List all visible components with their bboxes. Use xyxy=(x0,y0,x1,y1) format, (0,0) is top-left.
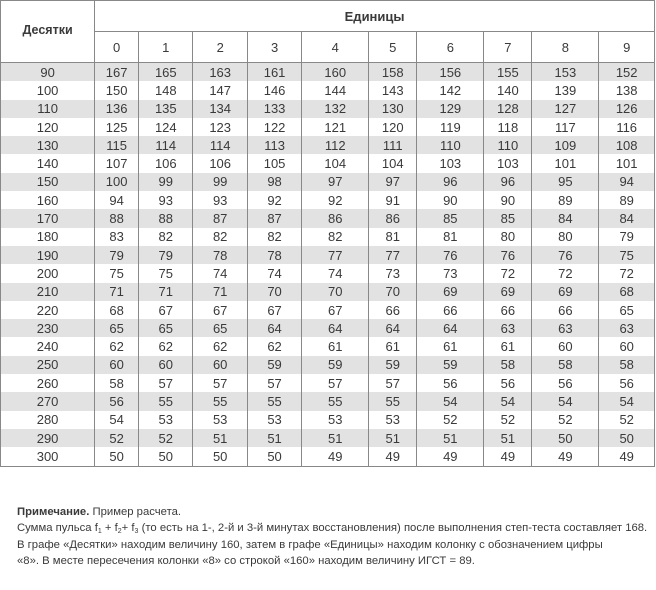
value-cell: 99 xyxy=(193,173,247,191)
value-cell: 114 xyxy=(193,136,247,154)
value-cell: 55 xyxy=(369,392,417,410)
value-cell: 106 xyxy=(139,154,193,172)
value-cell: 51 xyxy=(302,429,369,447)
value-cell: 104 xyxy=(302,154,369,172)
units-header: Единицы xyxy=(95,1,655,32)
value-cell: 130 xyxy=(369,100,417,118)
value-cell: 111 xyxy=(369,136,417,154)
value-cell: 94 xyxy=(95,191,139,209)
tens-cell: 210 xyxy=(1,283,95,301)
value-cell: 69 xyxy=(417,283,484,301)
value-cell: 124 xyxy=(139,118,193,136)
value-cell: 150 xyxy=(95,81,139,99)
value-cell: 68 xyxy=(95,301,139,319)
value-cell: 73 xyxy=(369,264,417,282)
value-cell: 50 xyxy=(139,447,193,466)
value-cell: 57 xyxy=(369,374,417,392)
tens-cell: 300 xyxy=(1,447,95,466)
value-cell: 160 xyxy=(302,63,369,82)
value-cell: 49 xyxy=(302,447,369,466)
value-cell: 55 xyxy=(302,392,369,410)
note-line-2 xyxy=(17,520,647,536)
value-cell: 70 xyxy=(302,283,369,301)
value-cell: 77 xyxy=(302,246,369,264)
value-cell: 108 xyxy=(599,136,655,154)
value-cell: 112 xyxy=(302,136,369,154)
value-cell: 88 xyxy=(95,209,139,227)
value-cell: 67 xyxy=(139,301,193,319)
value-cell: 109 xyxy=(532,136,599,154)
value-cell: 114 xyxy=(139,136,193,154)
value-cell: 82 xyxy=(302,228,369,246)
value-cell: 51 xyxy=(369,429,417,447)
value-cell: 50 xyxy=(532,429,599,447)
tens-cell: 220 xyxy=(1,301,95,319)
value-cell: 53 xyxy=(302,411,369,429)
value-cell: 66 xyxy=(417,301,484,319)
table-row xyxy=(1,374,655,392)
value-cell: 54 xyxy=(95,411,139,429)
value-cell: 127 xyxy=(532,100,599,118)
table-row xyxy=(1,337,655,355)
value-cell: 57 xyxy=(302,374,369,392)
tens-cell: 260 xyxy=(1,374,95,392)
value-cell: 65 xyxy=(599,301,655,319)
value-cell: 74 xyxy=(302,264,369,282)
value-cell: 92 xyxy=(302,191,369,209)
value-cell: 98 xyxy=(247,173,301,191)
value-cell: 123 xyxy=(193,118,247,136)
value-cell: 70 xyxy=(247,283,301,301)
digit-header: 1 xyxy=(139,32,193,63)
value-cell: 79 xyxy=(95,246,139,264)
value-cell: 70 xyxy=(369,283,417,301)
value-cell: 61 xyxy=(417,337,484,355)
tens-cell: 250 xyxy=(1,356,95,374)
value-cell: 49 xyxy=(484,447,532,466)
value-cell: 59 xyxy=(247,356,301,374)
value-cell: 84 xyxy=(532,209,599,227)
note-title: Примечание. xyxy=(17,506,90,518)
value-cell: 82 xyxy=(193,228,247,246)
digit-header: 6 xyxy=(417,32,484,63)
value-cell: 63 xyxy=(599,319,655,337)
value-cell: 155 xyxy=(484,63,532,82)
value-cell: 75 xyxy=(599,246,655,264)
value-cell: 135 xyxy=(139,100,193,118)
value-cell: 91 xyxy=(369,191,417,209)
tens-cell: 170 xyxy=(1,209,95,227)
value-cell: 49 xyxy=(599,447,655,466)
value-cell: 59 xyxy=(302,356,369,374)
table-row xyxy=(1,136,655,154)
value-cell: 143 xyxy=(369,81,417,99)
value-cell: 122 xyxy=(247,118,301,136)
value-cell: 63 xyxy=(484,319,532,337)
value-cell: 80 xyxy=(532,228,599,246)
value-cell: 134 xyxy=(193,100,247,118)
value-cell: 56 xyxy=(484,374,532,392)
tens-cell: 290 xyxy=(1,429,95,447)
value-cell: 99 xyxy=(139,173,193,191)
value-cell: 57 xyxy=(139,374,193,392)
value-cell: 75 xyxy=(139,264,193,282)
tens-cell: 150 xyxy=(1,173,95,191)
value-cell: 97 xyxy=(302,173,369,191)
tens-header: Десятки xyxy=(1,1,95,63)
subscript: 2 xyxy=(117,528,122,536)
value-cell: 62 xyxy=(193,337,247,355)
value-cell: 85 xyxy=(484,209,532,227)
value-cell: 54 xyxy=(417,392,484,410)
value-cell: 85 xyxy=(417,209,484,227)
value-cell: 81 xyxy=(369,228,417,246)
value-cell: 88 xyxy=(139,209,193,227)
note-line-4: «8». В месте пересечения колонки «8» со строкой «160» находим величину ИГСТ = 89. xyxy=(17,554,475,567)
value-cell: 54 xyxy=(532,392,599,410)
digit-header: 7 xyxy=(484,32,532,63)
value-cell: 163 xyxy=(193,63,247,82)
value-cell: 72 xyxy=(599,264,655,282)
value-cell: 87 xyxy=(247,209,301,227)
value-cell: 148 xyxy=(139,81,193,99)
tens-cell: 130 xyxy=(1,136,95,154)
value-cell: 125 xyxy=(95,118,139,136)
table-row xyxy=(1,118,655,136)
value-cell: 78 xyxy=(247,246,301,264)
value-cell: 62 xyxy=(247,337,301,355)
value-cell: 49 xyxy=(532,447,599,466)
value-cell: 61 xyxy=(369,337,417,355)
value-cell: 97 xyxy=(369,173,417,191)
value-cell: 59 xyxy=(417,356,484,374)
value-cell: 110 xyxy=(417,136,484,154)
table-row xyxy=(1,429,655,447)
value-cell: 103 xyxy=(417,154,484,172)
value-cell: 50 xyxy=(193,447,247,466)
value-cell: 72 xyxy=(484,264,532,282)
value-cell: 106 xyxy=(193,154,247,172)
value-cell: 56 xyxy=(417,374,484,392)
value-cell: 53 xyxy=(369,411,417,429)
subscript: 1 xyxy=(97,528,102,536)
value-cell: 56 xyxy=(95,392,139,410)
note-subtitle: Пример расчета. xyxy=(92,506,182,518)
tens-cell: 100 xyxy=(1,81,95,99)
tens-cell: 110 xyxy=(1,100,95,118)
digit-header: 4 xyxy=(302,32,369,63)
value-cell: 79 xyxy=(139,246,193,264)
value-cell: 79 xyxy=(599,228,655,246)
table-row xyxy=(1,392,655,410)
value-cell: 63 xyxy=(532,319,599,337)
value-cell: 96 xyxy=(484,173,532,191)
value-cell: 144 xyxy=(302,81,369,99)
value-cell: 67 xyxy=(193,301,247,319)
value-cell: 76 xyxy=(417,246,484,264)
table-row xyxy=(1,356,655,374)
value-cell: 167 xyxy=(95,63,139,82)
value-cell: 132 xyxy=(302,100,369,118)
table-row xyxy=(1,447,655,466)
value-cell: 77 xyxy=(369,246,417,264)
value-cell: 71 xyxy=(193,283,247,301)
value-cell: 93 xyxy=(139,191,193,209)
value-cell: 146 xyxy=(247,81,301,99)
value-cell: 69 xyxy=(532,283,599,301)
value-cell: 62 xyxy=(95,337,139,355)
note-line-1 xyxy=(17,504,647,520)
value-cell: 60 xyxy=(193,356,247,374)
note-line-3: В графе «Десятки» находим величину 160, затем в графе «Единицы» находим колонку с обозначением цифры xyxy=(17,538,603,551)
value-cell: 158 xyxy=(369,63,417,82)
digit-header: 9 xyxy=(599,32,655,63)
digits-row xyxy=(1,32,655,63)
value-cell: 49 xyxy=(417,447,484,466)
value-cell: 61 xyxy=(302,337,369,355)
tens-cell: 190 xyxy=(1,246,95,264)
value-cell: 64 xyxy=(302,319,369,337)
value-cell: 139 xyxy=(532,81,599,99)
value-cell: 153 xyxy=(532,63,599,82)
digit-header: 2 xyxy=(193,32,247,63)
value-cell: 52 xyxy=(532,411,599,429)
value-cell: 82 xyxy=(247,228,301,246)
digit-header: 5 xyxy=(369,32,417,63)
value-cell: 60 xyxy=(95,356,139,374)
value-cell: 53 xyxy=(139,411,193,429)
value-cell: 57 xyxy=(193,374,247,392)
value-cell: 67 xyxy=(302,301,369,319)
tens-cell: 230 xyxy=(1,319,95,337)
value-cell: 101 xyxy=(532,154,599,172)
value-cell: 60 xyxy=(599,337,655,355)
value-cell: 55 xyxy=(193,392,247,410)
value-cell: 92 xyxy=(247,191,301,209)
value-cell: 60 xyxy=(532,337,599,355)
value-cell: 66 xyxy=(532,301,599,319)
value-cell: 76 xyxy=(532,246,599,264)
value-cell: 107 xyxy=(95,154,139,172)
note-text: Сумма пульса f xyxy=(17,522,98,535)
value-cell: 96 xyxy=(417,173,484,191)
value-cell: 54 xyxy=(599,392,655,410)
value-cell: 51 xyxy=(484,429,532,447)
value-cell: 66 xyxy=(369,301,417,319)
table-row xyxy=(1,209,655,227)
table-row xyxy=(1,63,655,82)
value-cell: 57 xyxy=(247,374,301,392)
value-cell: 100 xyxy=(95,173,139,191)
value-cell: 58 xyxy=(484,356,532,374)
tens-cell: 180 xyxy=(1,228,95,246)
subscript: 3 xyxy=(134,528,139,536)
value-cell: 55 xyxy=(247,392,301,410)
value-cell: 75 xyxy=(95,264,139,282)
value-cell: 59 xyxy=(369,356,417,374)
value-cell: 86 xyxy=(369,209,417,227)
value-cell: 69 xyxy=(484,283,532,301)
value-cell: 72 xyxy=(532,264,599,282)
value-cell: 76 xyxy=(484,246,532,264)
table-row xyxy=(1,100,655,118)
tens-cell: 140 xyxy=(1,154,95,172)
value-cell: 126 xyxy=(599,100,655,118)
value-cell: 74 xyxy=(193,264,247,282)
value-cell: 161 xyxy=(247,63,301,82)
value-cell: 89 xyxy=(599,191,655,209)
value-cell: 50 xyxy=(247,447,301,466)
value-cell: 120 xyxy=(369,118,417,136)
value-cell: 71 xyxy=(95,283,139,301)
value-cell: 90 xyxy=(417,191,484,209)
value-cell: 74 xyxy=(247,264,301,282)
value-cell: 147 xyxy=(193,81,247,99)
table-row xyxy=(1,264,655,282)
value-cell: 49 xyxy=(369,447,417,466)
table-row xyxy=(1,173,655,191)
value-cell: 73 xyxy=(417,264,484,282)
value-cell: 90 xyxy=(484,191,532,209)
value-cell: 138 xyxy=(599,81,655,99)
value-cell: 101 xyxy=(599,154,655,172)
value-cell: 56 xyxy=(532,374,599,392)
value-cell: 50 xyxy=(95,447,139,466)
table-row xyxy=(1,411,655,429)
value-cell: 94 xyxy=(599,173,655,191)
value-cell: 95 xyxy=(532,173,599,191)
value-cell: 58 xyxy=(95,374,139,392)
value-cell: 140 xyxy=(484,81,532,99)
table-row xyxy=(1,319,655,337)
value-cell: 104 xyxy=(369,154,417,172)
value-cell: 68 xyxy=(599,283,655,301)
tens-cell: 160 xyxy=(1,191,95,209)
value-cell: 78 xyxy=(193,246,247,264)
value-cell: 64 xyxy=(247,319,301,337)
value-cell: 58 xyxy=(599,356,655,374)
value-cell: 118 xyxy=(484,118,532,136)
note-text: (то есть на 1-, 2-й и 3-й минутах восстановления) после выполнения степ-теста составляет 168. xyxy=(138,522,648,535)
value-cell: 52 xyxy=(599,411,655,429)
value-cell: 80 xyxy=(484,228,532,246)
value-cell: 52 xyxy=(417,411,484,429)
tens-cell: 120 xyxy=(1,118,95,136)
tens-cell: 270 xyxy=(1,392,95,410)
value-cell: 52 xyxy=(484,411,532,429)
value-cell: 53 xyxy=(193,411,247,429)
value-cell: 81 xyxy=(417,228,484,246)
value-cell: 93 xyxy=(193,191,247,209)
tens-cell: 280 xyxy=(1,411,95,429)
value-cell: 67 xyxy=(247,301,301,319)
value-cell: 129 xyxy=(417,100,484,118)
value-cell: 64 xyxy=(417,319,484,337)
table-row xyxy=(1,301,655,319)
value-cell: 51 xyxy=(247,429,301,447)
value-cell: 51 xyxy=(193,429,247,447)
value-cell: 62 xyxy=(139,337,193,355)
value-cell: 83 xyxy=(95,228,139,246)
value-cell: 54 xyxy=(484,392,532,410)
value-cell: 65 xyxy=(139,319,193,337)
value-cell: 61 xyxy=(484,337,532,355)
value-cell: 105 xyxy=(247,154,301,172)
value-cell: 117 xyxy=(532,118,599,136)
table-row xyxy=(1,246,655,264)
tens-cell: 200 xyxy=(1,264,95,282)
value-cell: 121 xyxy=(302,118,369,136)
note-text: + f xyxy=(121,522,135,535)
value-cell: 55 xyxy=(139,392,193,410)
table-row xyxy=(1,154,655,172)
value-cell: 65 xyxy=(193,319,247,337)
value-cell: 50 xyxy=(599,429,655,447)
note-block xyxy=(17,504,647,569)
value-cell: 165 xyxy=(139,63,193,82)
value-cell: 51 xyxy=(417,429,484,447)
value-cell: 82 xyxy=(139,228,193,246)
value-cell: 133 xyxy=(247,100,301,118)
table-row xyxy=(1,283,655,301)
value-cell: 156 xyxy=(417,63,484,82)
table-row xyxy=(1,191,655,209)
value-cell: 66 xyxy=(484,301,532,319)
digit-header: 3 xyxy=(247,32,301,63)
value-cell: 65 xyxy=(95,319,139,337)
value-cell: 53 xyxy=(247,411,301,429)
value-cell: 113 xyxy=(247,136,301,154)
value-cell: 89 xyxy=(532,191,599,209)
value-cell: 152 xyxy=(599,63,655,82)
value-cell: 52 xyxy=(139,429,193,447)
table-body xyxy=(1,63,655,467)
value-cell: 71 xyxy=(139,283,193,301)
table-row xyxy=(1,228,655,246)
tens-cell: 90 xyxy=(1,63,95,82)
value-cell: 110 xyxy=(484,136,532,154)
note-text: + f xyxy=(101,522,118,535)
value-cell: 128 xyxy=(484,100,532,118)
value-cell: 87 xyxy=(193,209,247,227)
value-cell: 60 xyxy=(139,356,193,374)
digit-header: 8 xyxy=(532,32,599,63)
value-cell: 52 xyxy=(95,429,139,447)
value-cell: 136 xyxy=(95,100,139,118)
tens-cell: 240 xyxy=(1,337,95,355)
value-cell: 116 xyxy=(599,118,655,136)
table-row xyxy=(1,81,655,99)
value-cell: 115 xyxy=(95,136,139,154)
value-cell: 86 xyxy=(302,209,369,227)
value-cell: 103 xyxy=(484,154,532,172)
value-cell: 58 xyxy=(532,356,599,374)
value-cell: 56 xyxy=(599,374,655,392)
value-cell: 119 xyxy=(417,118,484,136)
digit-header: 0 xyxy=(95,32,139,63)
value-cell: 142 xyxy=(417,81,484,99)
value-cell: 64 xyxy=(369,319,417,337)
value-cell: 84 xyxy=(599,209,655,227)
